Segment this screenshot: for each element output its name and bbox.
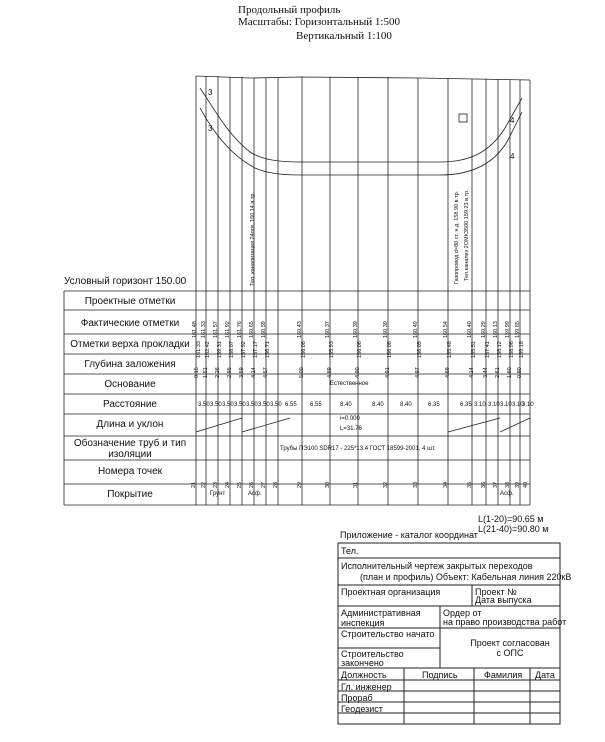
cover-value: Грунт <box>210 491 226 497</box>
stamp-start: Строительство начато <box>341 629 435 639</box>
value-cell: 155.93 <box>329 341 335 358</box>
cover-value: Асф. <box>500 491 514 497</box>
value-cell: 0.80 <box>517 367 523 378</box>
stamp-doc-title: Исполнительный чертеж закрытых переходов <box>341 561 533 571</box>
distance-cell: 3.50 <box>234 402 246 408</box>
profile-title: Продольный профиль <box>238 4 341 16</box>
value-cell: 35 <box>467 481 473 488</box>
stamp-proj-org: Проектная организация <box>341 587 441 597</box>
stamp-order: Ордер от <box>443 608 482 618</box>
distance-cell: 3.10 <box>522 402 534 408</box>
stamp-doc-sub: (план и профиль) Объект: Кабельная линия 220кВ <box>360 572 572 582</box>
value-cell: 4.97 <box>415 367 421 378</box>
value-cell: 159.31 <box>217 341 223 358</box>
value-cell: 25 <box>237 481 243 488</box>
stamp-order-sub: на право производства работ <box>443 617 567 627</box>
value-cell: 32 <box>383 481 389 488</box>
value-cell: 36 <box>481 481 487 488</box>
value-cell: 156.06 <box>357 341 363 358</box>
value-cell: 156.08 <box>301 341 307 358</box>
row-cover: Покрытие <box>107 489 153 500</box>
stamp-agreed: Проект согласован с ОПС <box>470 638 550 658</box>
stamp-release-date: Дата выпуска <box>475 595 532 605</box>
value-cell: 4.89 <box>327 367 333 378</box>
value-cell: 157.92 <box>241 341 247 358</box>
catalog-title: Приложение - каталог координат <box>340 530 478 540</box>
value-cell: 160.59 <box>261 321 267 338</box>
value-cell: 160.29 <box>481 321 487 338</box>
row-pipes: Обозначение труб и тип изоляции <box>73 438 187 460</box>
value-cell: 2.26 <box>215 367 221 378</box>
row-distance: Расстояние <box>102 399 157 410</box>
row-depth: Глубина заложения <box>84 359 176 370</box>
value-cell: 156.08 <box>387 341 393 358</box>
stamp-proj-no: Проект № <box>475 587 517 597</box>
stamp-tel: Тел. <box>341 546 359 556</box>
row-base: Основание <box>104 379 156 390</box>
value-cell: 160.39 <box>353 321 359 338</box>
distance-cell: 8.40 <box>400 402 412 408</box>
value-cell: 159.99 <box>505 321 511 338</box>
stamp-row-chief-engineer: Гл. инженер <box>341 682 392 692</box>
stamp-h-position: Должность <box>341 670 387 680</box>
value-cell: 30 <box>325 481 331 488</box>
value-cell: 160.65 <box>249 321 255 338</box>
value-cell: 33 <box>413 481 419 488</box>
annotation-right-1: Газопровод d=80 ст. н.д. 158.90 в.тр. <box>454 190 460 284</box>
value-cell: 157.17 <box>253 341 259 358</box>
value-cell: 162.42 <box>205 341 211 358</box>
value-cell: 40 <box>523 481 529 488</box>
value-cell: 38 <box>505 481 511 488</box>
value-cell: 160.13 <box>493 321 499 338</box>
length-1-20: L(1-20)=90.65 м <box>478 514 544 524</box>
scale-vertical: Вертикальный 1:100 <box>296 30 392 42</box>
row-points: Номера точек <box>97 466 163 477</box>
distance-cell: 6.35 <box>428 402 440 408</box>
distance-cell: 8.40 <box>340 402 352 408</box>
value-cell: 159.85 <box>515 321 521 338</box>
stamp-admin: Административная инспекция <box>341 608 421 628</box>
row-slope: Длина и уклон <box>96 419 164 430</box>
distance-cell: 6.35 <box>460 402 472 408</box>
value-cell: 23 <box>213 481 219 488</box>
value-cell: 34 <box>443 481 449 488</box>
value-cell: 31 <box>353 481 359 488</box>
row-actual-elev: Фактические отметки <box>80 318 180 329</box>
value-cell: 158.12 <box>497 341 503 358</box>
value-cell: 160.43 <box>297 321 303 338</box>
value-cell: 160.39 <box>383 321 389 338</box>
value-cell: 24 <box>225 481 231 488</box>
stamp-h-signature: Подпись <box>422 670 458 680</box>
value-cell: 39 <box>515 481 521 488</box>
value-cell: 156.05 <box>417 341 423 358</box>
base-value: Естественное <box>330 381 369 387</box>
distance-cell: 3.10 <box>512 402 524 408</box>
row-top-elev: Отметки верха прокладки <box>70 339 190 350</box>
value-cell: 29 <box>297 481 303 488</box>
value-cell: 156.71 <box>265 341 271 358</box>
value-cell: 160.40 <box>467 321 473 338</box>
pipe-label: 4 <box>510 152 515 161</box>
value-cell: 1.60 <box>507 367 513 378</box>
stamp-h-name: Фамилия <box>484 670 523 680</box>
value-cell: 22 <box>201 481 207 488</box>
value-cell: 158.07 <box>229 341 235 358</box>
value-cell: 37 <box>493 481 499 488</box>
scale-horizontal: Масштабы: Горизонтальный 1:500 <box>238 16 400 28</box>
value-cell: 4.14 <box>251 367 257 378</box>
stamp-row-surveyor: Геодезист <box>341 704 383 714</box>
value-cell: 160.49 <box>413 321 419 338</box>
pipe-spec: Трубы ПЭ100 SDR17 - 225*13.4 ГОСТ 18599-2001, 4 шт. <box>280 446 436 452</box>
value-cell: 3.44 <box>483 367 489 378</box>
distance-cell: 3.10 <box>488 402 500 408</box>
value-cell: 160.37 <box>325 321 331 338</box>
value-cell: 161.92 <box>225 321 231 338</box>
value-cell: 161.76 <box>237 321 243 338</box>
horizon-label: Условный горизонт 150.00 <box>64 276 187 287</box>
annotation-right-2: Тел.канализ 2ОМКЗ500 159.23 в.тр. <box>464 189 470 281</box>
value-cell: 158.96 <box>509 341 515 358</box>
value-cell: 4.90 <box>355 367 361 378</box>
distance-cell: 3.50 <box>270 402 282 408</box>
value-cell: 3.59 <box>239 367 245 378</box>
value-cell: 159.18 <box>519 341 525 358</box>
cover-value: Асф. <box>248 491 262 497</box>
value-cell: 161.48 <box>192 321 198 338</box>
value-cell: 21 <box>191 481 197 488</box>
value-cell: 0.15 <box>194 367 200 378</box>
distance-cell: 3.50 <box>198 402 210 408</box>
pipe-label: 4 <box>510 116 515 125</box>
distance-cell: 3.50 <box>258 402 270 408</box>
value-cell: 26 <box>249 481 255 488</box>
slope-i: i=0.000 <box>340 416 360 422</box>
value-cell: 28 <box>273 481 279 488</box>
value-cell: 161.33 <box>201 321 207 338</box>
stamp-finish: Строительство закончено <box>341 649 404 668</box>
value-cell: 157.41 <box>485 341 491 358</box>
value-cell: 2.61 <box>495 367 501 378</box>
distance-cell: 6.55 <box>310 402 322 408</box>
distance-cell: 3.10 <box>500 402 512 408</box>
value-cell: 160.54 <box>443 321 449 338</box>
value-cell: 5.00 <box>299 367 305 378</box>
value-cell: 4.69 <box>445 367 451 378</box>
distance-cell: 3.50 <box>222 402 234 408</box>
value-cell: 4.57 <box>263 367 269 378</box>
distance-cell: 3.50 <box>246 402 258 408</box>
distance-cell: 3.50 <box>210 402 222 408</box>
value-cell: 2.95 <box>227 367 233 378</box>
distance-cell: 3.10 <box>474 402 486 408</box>
slope-L: L=31.76 <box>340 426 362 432</box>
value-cell: 4.14 <box>469 367 475 378</box>
value-cell: 155.48 <box>447 341 453 358</box>
value-cell: 161.57 <box>213 321 219 338</box>
distance-cell: 6.55 <box>285 402 297 408</box>
pipe-label: 3 <box>208 88 213 97</box>
distance-cell: 8.40 <box>372 402 384 408</box>
stamp-h-date: Дата <box>535 670 555 680</box>
value-cell: 161.33 <box>196 341 202 358</box>
length-21-40: L(21-40)=90.80 м <box>478 524 549 534</box>
value-cell: 27 <box>261 481 267 488</box>
value-cell: 155.51 <box>471 341 477 358</box>
value-cell: 1.51 <box>203 367 209 378</box>
annotation-left: Тел. канализация 24отв. 160.14 в.тр. <box>250 192 256 286</box>
row-project-elev: Проектные отметки <box>84 296 176 307</box>
stamp-row-foreman: Прораб <box>341 693 373 703</box>
value-cell: 4.91 <box>385 367 391 378</box>
pipe-label: 3 <box>208 124 213 133</box>
